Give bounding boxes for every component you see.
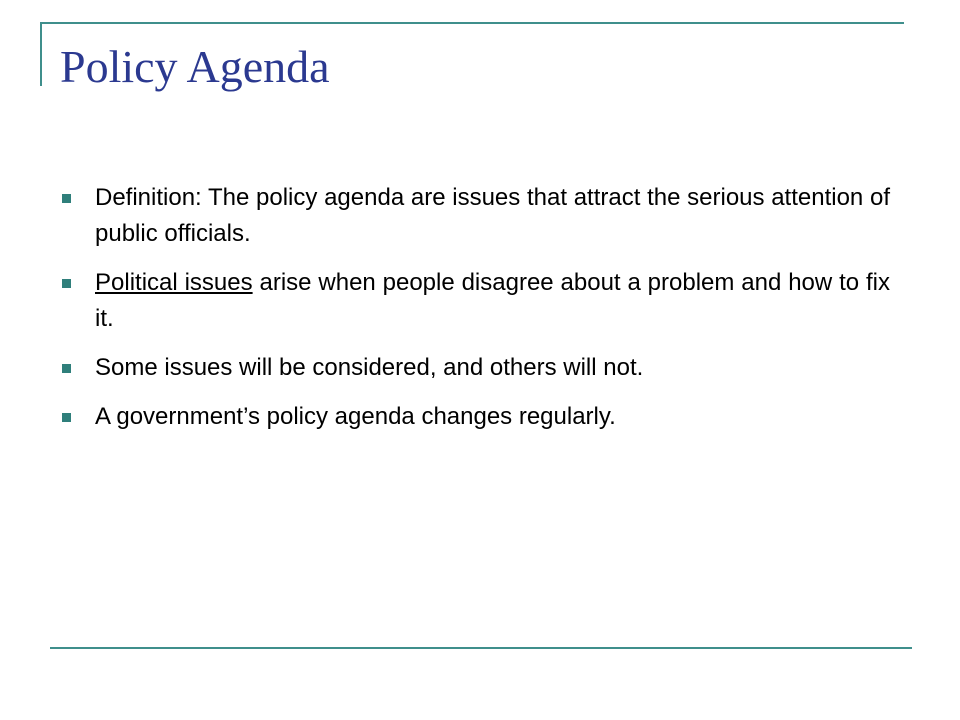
bullet-item-definition [60, 180, 890, 252]
slide-title: Policy Agenda [60, 41, 330, 92]
bullet-text: Some issues will be considered, and others will not. [95, 354, 644, 381]
square-bullet-icon [62, 413, 71, 422]
square-bullet-icon [62, 364, 71, 373]
top-divider-line [42, 22, 904, 24]
bullet-item-agenda-changes [60, 399, 890, 435]
bullet-text: A government’s policy agenda changes regularly. [95, 403, 616, 430]
left-divider-line [40, 22, 42, 86]
bullet-text: Definition: The policy agenda are issues that attract the serious attention of public officials. [95, 184, 890, 247]
bullet-text: arise when people disagree about a problem and how to fix it. [95, 269, 890, 332]
bullet-item-considered-issues [60, 350, 890, 386]
bottom-divider-line [50, 647, 912, 649]
square-bullet-icon [62, 194, 71, 203]
bullet-list [60, 180, 890, 448]
bullet-item-political-issues [60, 265, 890, 337]
square-bullet-icon [62, 279, 71, 288]
underlined-term: Political issues [95, 269, 253, 296]
